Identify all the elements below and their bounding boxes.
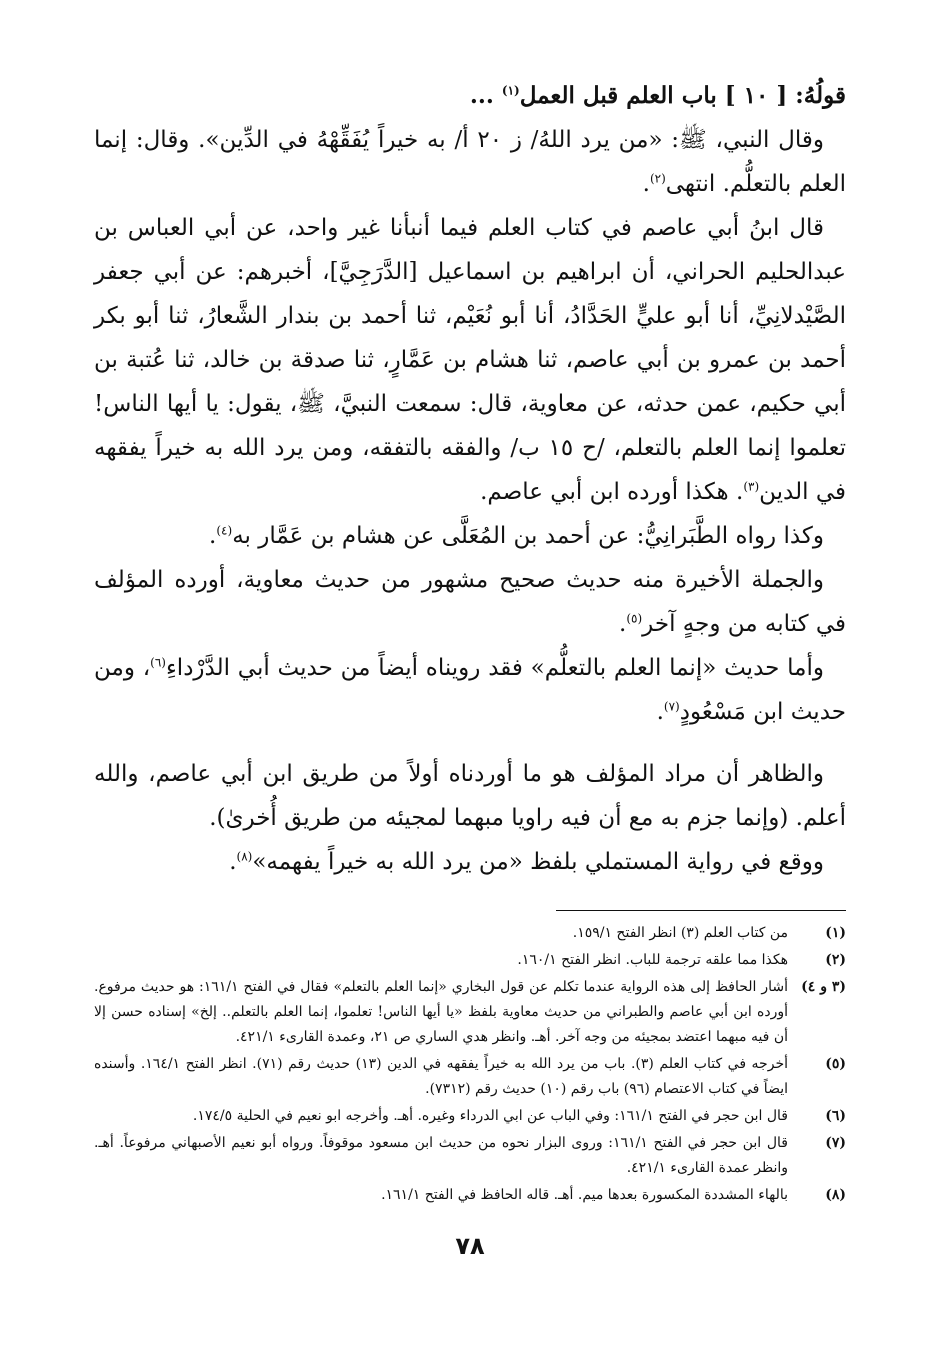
footnote-number: (٣ و ٤) (801, 979, 846, 995)
footnote (94, 948, 846, 973)
paragraph-4: وكذا رواه الطَّبَرانِيُّ: عن أحمد بن المُعَلَّى عن هشام بن عَمَّار به$^{(٤)}$. (209, 523, 824, 549)
footnote-number: (١) (825, 925, 846, 941)
footnote-number: (٦) (825, 1108, 846, 1124)
paragraph-2: وقال النبي، ﷺ: «من يرد اللهُ/ ز ٢٠ أ/ به خيراً يُفَقِّهْهُ في الدِّين». وقال: إنما العلم بالتعلُّم. انتهى$^{(٢)}$. (94, 127, 846, 197)
paragraph-5: والجملة الأخيرة منه حديث صحيح مشهور من حديث معاوية، أورده المؤلف في كتابه من وجهٍ آخر$^{(٥)}$. (94, 567, 846, 637)
paragraph-8: ووقع في رواية المستملي بلفظ «من يرد الله به خيراً يفهمه»$^{(٨)}$. (229, 849, 824, 875)
footnote-number: (٨) (825, 1187, 846, 1203)
footnote-text: قال ابن حجر في الفتح ١٦١/١: وفي الباب عن ابي الدرداء وغيره. أهـ. وأخرجه ابو نعيم في الحلية ١٧٤/٥. (192, 1108, 788, 1124)
page-number: ٧٨ (455, 1232, 485, 1260)
chapter-heading: قولُهُ: [ ١٠ ] باب العلم قبل العمل$^{(١)}$ ... (469, 82, 846, 109)
footnote (94, 921, 846, 946)
footnote-text: من كتاب العلم (٣) انظر الفتح ١٥٩/١. (572, 925, 788, 941)
footnote (94, 975, 846, 1050)
footnote-number: (٥) (825, 1056, 846, 1072)
footnote-text: بالهاء المشددة المكسورة بعدها ميم. أهـ. قاله الحافظ في الفتح ١٦١/١. (381, 1187, 788, 1203)
footnote-text: أشار الحافظ إلى هذه الرواية عندما تكلم عن قول البخاري «إنما العلم بالتعلم» فقال في الفتح ١٦١/١: هو حديث مرفوع. أورده ابن أبي عاصم والطبراني من حديث معاوية بلفظ «يا أيها الناس! تعلموا، إنما العلم بالتعلم.. إلخ» إسناده حسن إلا أن فيه مبهما اعتضد بمجيئه من وجه آخر. أهـ. وانظر هدي الساري ص ٢١، وعمدة القارىء ٤٢١/١. (94, 979, 788, 1045)
paragraph-3: قال ابنُ أبي عاصم في كتاب العلم فيما أنبأنا غير واحد، عن أبي العباس بن عبدالحليم الحراني، أن ابراهيم بن اسماعيل [الدَّرَجِيَّ]، أخبرهم: عن أبي جعفر الصَّيْدلانِيِّ، أنا أبو عليٍّ الحَدَّادُ، أنا أبو نُعَيْم، ثنا أحمد بن بندار الشَّعارُ، ثنا أبو بكر أحمد بن عمرو بن أبي عاصم، ثنا هشام بن عَمَّارٍ، ثنا صدقة بن خالد، ثنا عُتبة بن أبي حكيم، عمن حدثه، عن معاوية، قال: سمعت النبيَّ، ﷺ، يقول: يا أيها الناس! تعلموا إنما العلم بالتعلم، /ح ١٥ ب/ والفقه بالتفقه، ومن يرد الله به خيراً يفقهه في الدين$^{(٣)}$. هكذا أورده ابن أبي عاصم. (94, 215, 847, 505)
paragraph-6: وأما حديث «إنما العلم بالتعلُّم» فقد رويناه أيضاً من حديث أبي الدَّرْداءِ$^{(٦)}$، ومن حديث ابن مَسْعُودٍ$^{(٧)}$. (94, 655, 846, 725)
page-content (94, 74, 846, 1210)
footnote-separator (556, 910, 846, 911)
main-text (94, 74, 846, 884)
footnote-text: قال ابن حجر في الفتح ١٦١/١: وروى البزار نحوه من حديث ابن مسعود موقوفاً. ورواه أبو نعيم الأصبهاني مرفوعاً. أهـ. وانظر عمدة القارىء ٤٢١/١. (94, 1135, 788, 1176)
footnote-text: هكذا مما علقه ترجمة للباب. انظر الفتح ١٦٠/١. (517, 952, 788, 968)
footnote (94, 1052, 846, 1102)
footnotes (94, 921, 846, 1208)
footnote (94, 1104, 846, 1129)
footnote (94, 1183, 846, 1208)
footnote-number: (٢) (825, 952, 846, 968)
paragraph-7: والظاهر أن مراد المؤلف هو ما أوردناه أولاً من طريق ابن أبي عاصم، والله أعلم. (وإنما جزم به مع أن فيه راويا مبهما لمجيئه من طريق أُخرىٰ). (94, 761, 846, 831)
footnote (94, 1131, 846, 1181)
footnote-number: (٧) (825, 1135, 846, 1151)
footnote-text: أخرجه في كتاب العلم (٣). باب من يرد الله به خيراً يفقهه في الدين (١٣) حديث رقم (٧١). انظر الفتح ١٦٤/١. وأسنده ايضاً في كتاب الاعتصام (٩٦) باب رقم (١٠) حديث رقم (٧٣١٢). (94, 1056, 788, 1097)
